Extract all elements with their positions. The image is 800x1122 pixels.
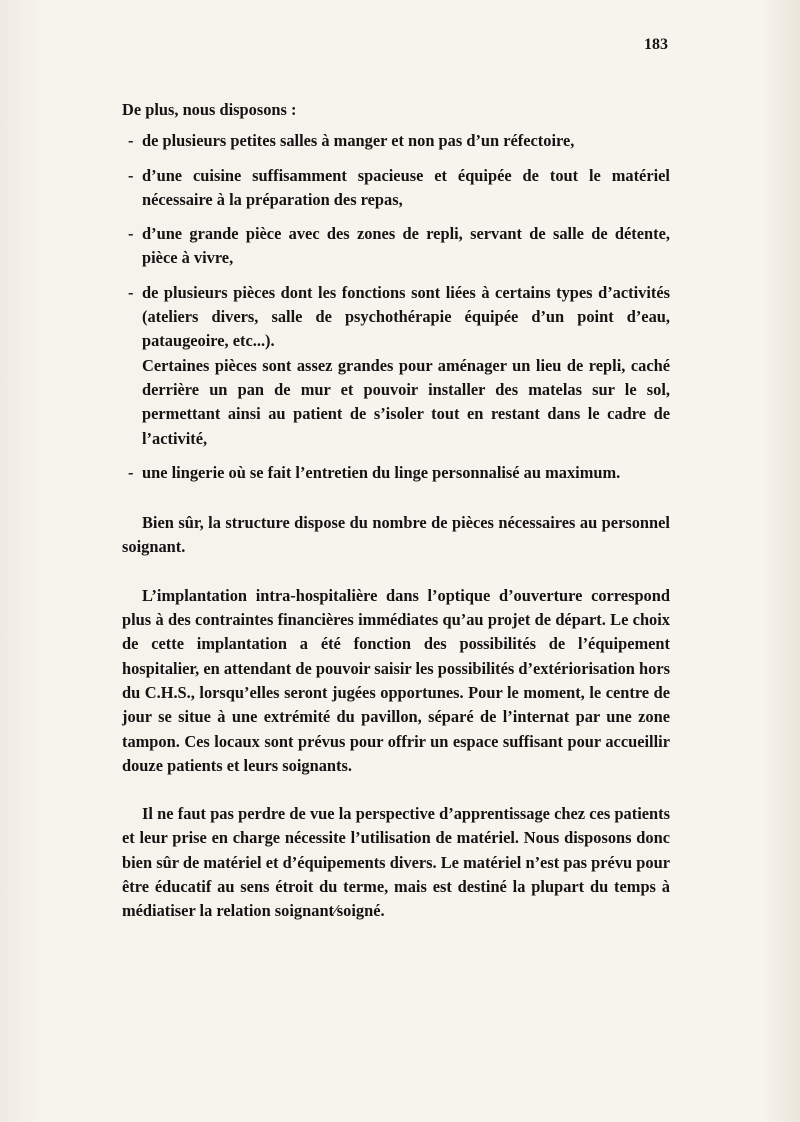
list-item-text: une lingerie où se fait l’entretien du linge personnalisé au maximum. bbox=[142, 462, 621, 482]
paragraph: L’implantation intra-hospitalière dans l’optique d’ouverture correspond plus à des contraintes financières immédiates qu’au projet de départ. Le choix de cette implantation a été fonction des possibilités de l’équipement hospitalier, en attendant de pouvoir saisir les possibilités d’extériorisation hors du C.H.S., lorsqu’elles seront jugées opportunes. Pour le moment, le centre de jour se situe à une extrémité du pavillon, séparé de l’internat par une zone tampon. Ces locaux sont prévus pour offrir un espace suffisant pour accueillir douze patients et leurs soignants. bbox=[122, 585, 670, 775]
list-dash: - bbox=[128, 462, 134, 482]
body-text bbox=[122, 98, 670, 924]
list-dash: - bbox=[128, 165, 134, 185]
list-dash: - bbox=[128, 282, 134, 302]
intro-line: De plus, nous disposons : bbox=[122, 100, 297, 119]
list-dash: - bbox=[128, 224, 134, 244]
list-item bbox=[122, 222, 670, 271]
list-item-text: d’une grande pièce avec des zones de repli, servant de salle de détente, pièce à vivre, bbox=[142, 224, 670, 268]
paragraph: Bien sûr, la structure dispose du nombre de pièces nécessaires au personnel soignant. bbox=[122, 513, 670, 557]
list-dash: - bbox=[128, 131, 134, 151]
list-item-text: de plusieurs pièces dont les fonctions sont liées à certains types d’activités (ateliers divers, salle de psychothérapie équipée d’un point d’eau, pataugeoire, etc...). bbox=[142, 282, 670, 351]
paragraph: Il ne faut pas perdre de vue la perspective d’apprentissage chez ces patients et leur prise en charge nécessite l’utilisation de matériel. Nous disposons donc bien sûr de matériel et d’équipements divers. Le matériel n’est pas prévu pour être éducatif au sens étroit du terme, mais est destiné la plupart du temps à médiatiser la relation soignant⁄soigné. bbox=[122, 804, 670, 921]
list-item bbox=[122, 281, 670, 451]
list-item-text: d’une cuisine suffisamment spacieuse et équipée de tout le matériel nécessaire à la préparation des repas, bbox=[142, 165, 670, 209]
list-item-text: de plusieurs petites salles à manger et non pas d’un réfectoire, bbox=[142, 131, 575, 151]
list-item-continuation: Certaines pièces sont assez grandes pour aménager un lieu de repli, caché derrière un pan de mur et pouvoir installer des matelas sur le sol, permettant ainsi au patient de s’isoler tout en restant dans le cadre de l’activité, bbox=[142, 355, 670, 448]
list-item bbox=[122, 164, 670, 213]
list-item bbox=[122, 129, 670, 153]
page-number: 183 bbox=[644, 36, 668, 53]
list-item bbox=[122, 461, 670, 485]
